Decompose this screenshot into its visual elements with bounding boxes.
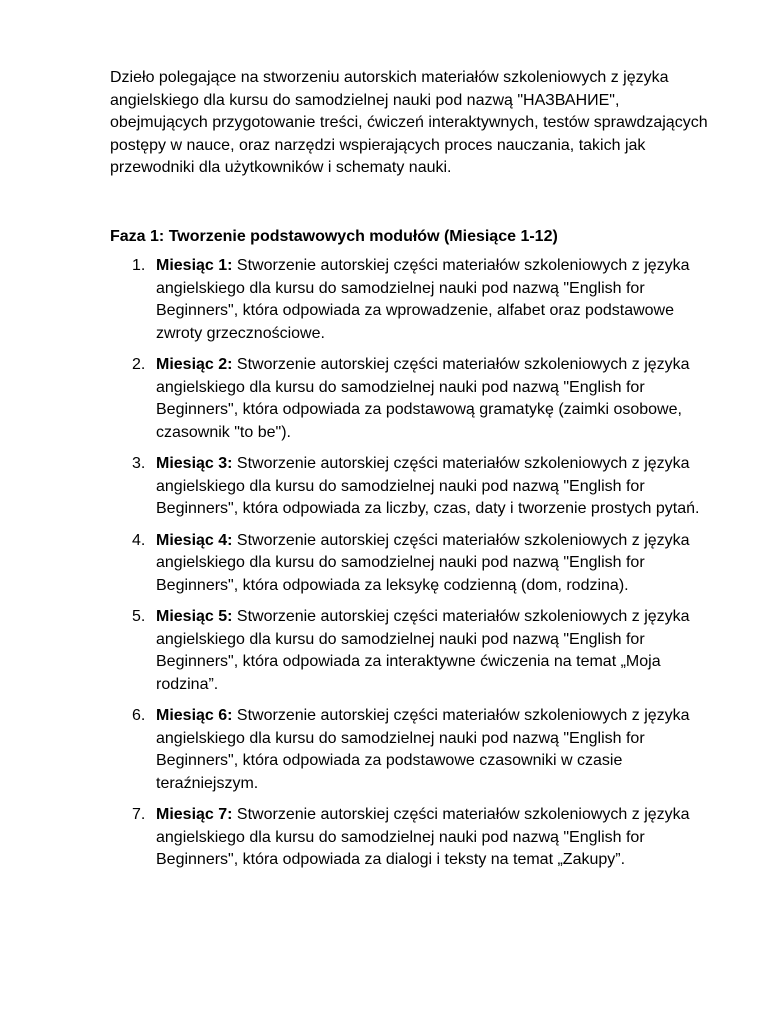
- list-item: [110, 453, 712, 521]
- list-item-label: Miesiąc 1:: [156, 257, 233, 274]
- intro-paragraph: Dzieło polegające na stworzeniu autorskich materiałów szkoleniowych z języka angielskiego dla kursu do samodzielnej nauki pod nazwą "НАЗВАНИЕ", obejmujących przygotowanie treści, ćwiczeń interaktywnych, testów sprawdzających postępy w nauce, oraz narzędzi wspierających proces nauczania, takich jak przewodniki dla użytkowników i schematy nauki.: [110, 69, 708, 176]
- list-item-number: 7.: [132, 806, 146, 823]
- list-item-text: Stworzenie autorskiej części materiałów szkoleniowych z języka angielskiego dla kursu do samodzielnej nauki pod nazwą "English for Beginners", która odpowiada za interaktywne ćwiczenia na temat „Moja rodzina”.: [156, 608, 690, 693]
- list-item-text: Stworzenie autorskiej części materiałów szkoleniowych z języka angielskiego dla kursu do samodzielnej nauki pod nazwą "English for Beginners", która odpowiada za wprowadzenie, alfabet oraz podstawowe zwroty grzecznościowe.: [156, 257, 690, 342]
- list-item-text: Stworzenie autorskiej części materiałów szkoleniowych z języka angielskiego dla kursu do samodzielnej nauki pod nazwą "English for Beginners", która odpowiada za podstawową gramatykę (zaimki osobowe, czasownik "to be").: [156, 356, 690, 441]
- list-item-number: 1.: [132, 257, 146, 274]
- list-item-text: Stworzenie autorskiej części materiałów szkoleniowych z języka angielskiego dla kursu do samodzielnej nauki pod nazwą "English for Beginners", która odpowiada za podstawowe czasowniki w czasie teraźniejszym.: [156, 707, 690, 792]
- list-item: [110, 705, 712, 795]
- document-page: [110, 67, 710, 881]
- list-item: [110, 804, 712, 872]
- phase-heading: Faza 1: Tworzenie podstawowych modułów (Miesiące 1-12): [110, 227, 558, 245]
- list-item: [110, 354, 712, 444]
- list-item-text: Stworzenie autorskiej części materiałów szkoleniowych z języka angielskiego dla kursu do samodzielnej nauki pod nazwą "English for Beginners", która odpowiada za leksykę codzienną (dom, rodzina).: [156, 531, 690, 594]
- list-item-text: Stworzenie autorskiej części materiałów szkoleniowych z języka angielskiego dla kursu do samodzielnej nauki pod nazwą "English for Beginners", która odpowiada za liczby, czas, daty i tworzenie prostych pytań.: [156, 455, 700, 517]
- list-item-number: 5.: [132, 608, 146, 625]
- months-list: [110, 255, 710, 872]
- list-item-label: Miesiąc 7:: [156, 806, 233, 823]
- list-item-number: 6.: [132, 707, 146, 724]
- list-item-number: 4.: [132, 531, 146, 549]
- list-item-label: Miesiąc 2:: [156, 356, 233, 373]
- list-item-text: Stworzenie autorskiej części materiałów szkoleniowych z języka angielskiego dla kursu do samodzielnej nauki pod nazwą "English for Beginners", która odpowiada za dialogi i teksty na temat „Zakupy”.: [156, 806, 690, 868]
- list-item: [110, 255, 712, 345]
- list-item-label: Miesiąc 5:: [156, 608, 233, 625]
- list-item-number: 3.: [132, 455, 146, 472]
- list-item: [110, 530, 712, 598]
- list-item-label: Miesiąc 4:: [156, 531, 233, 549]
- list-item-label: Miesiąc 3:: [156, 455, 233, 472]
- list-item-label: Miesiąc 6:: [156, 707, 233, 724]
- list-item-number: 2.: [132, 356, 146, 373]
- list-item: [110, 606, 712, 696]
